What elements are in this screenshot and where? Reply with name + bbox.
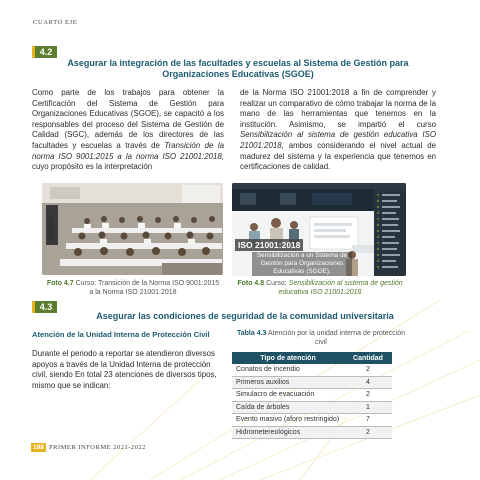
table-cell-count: 1	[344, 401, 392, 414]
right-column-text	[240, 88, 436, 173]
right-paragraph-end: ambos considerando el nivel actual de madurez del sistema y la experiencia que tenemos en certificaciones de calidad.	[240, 140, 436, 172]
section-title	[58, 58, 418, 80]
left-paragraph-italic: Transición de la norma ISO 9001:2015 a la norma ISO 21001:2018,	[32, 140, 224, 161]
photo-overlay-subtitle: Sensibilización a un Sistema de Gestión para Organizaciones Educativas (SGOE).	[252, 252, 352, 276]
section-number-badge-43: 4.3	[32, 301, 57, 313]
photo-caption-left	[44, 280, 222, 297]
attention-table	[232, 352, 392, 439]
table-cell-count: 2	[344, 426, 392, 439]
table-cell-type: Simulacro de evacuación	[232, 389, 344, 402]
table-cell-type: Evento masivo (aforo restringido)	[232, 414, 344, 427]
footer-title: PRIMER INFORME 2021-2022	[49, 444, 146, 451]
table-caption	[236, 330, 406, 347]
chapter-label: CUARTO EJE	[33, 19, 78, 26]
section-title-line1: Asegurar la integración de las facultades y escuelas al Sistema de Gestión para	[67, 58, 409, 68]
table-caption-text: Atención por la unidad interna de protección civil	[266, 330, 405, 346]
caption-left-label: Foto 4.7	[46, 280, 74, 287]
table-cell-type: Primeros auxilios	[232, 376, 344, 389]
left-column-text	[32, 88, 224, 173]
table-cell-count: 2	[344, 389, 392, 402]
photo-overlay-title: ISO 21001:2018	[235, 239, 303, 251]
table-row	[232, 401, 392, 414]
table-cell-type: Caída de árboles	[232, 401, 344, 414]
table-cell-count: 4	[344, 376, 392, 389]
caption-left-text: Curso: Transición de la Norma ISO 9001:2015 a la Norma ISO 21001:2018	[73, 280, 220, 296]
table-row	[232, 389, 392, 402]
videocall-photo	[232, 183, 406, 276]
section-title-43: Asegurar las condiciones de seguridad de la comunidad universitaria	[96, 311, 394, 321]
section-number-badge: 4.2	[32, 46, 57, 58]
table-header-type: Tipo de atención	[232, 352, 344, 364]
left-paragraph-end: cuyo propósito es la interpretación	[32, 162, 153, 172]
table-header-row	[232, 352, 392, 364]
caption-right-label: Foto 4.8	[237, 280, 265, 287]
table-cell-type: Conatos de incendio	[232, 364, 344, 376]
left-paragraph: Como parte de los trabajos para obtener la Certificación del Sistema de Gestión para Organizaciones Educativas (SGOE), se capacitó a los responsables del proceso del Sistema de Gestión de Calidad (SGC), además de los directores de las facultades y escuelas a través de	[32, 88, 224, 150]
table-cell-count: 2	[344, 364, 392, 376]
table-row	[232, 364, 392, 376]
table-row	[232, 376, 392, 389]
caption-right-italic: Sensibilización al sistema de gestión educativa ISO 21001:2018	[278, 280, 403, 296]
photo-caption-right	[234, 280, 406, 297]
classroom-photo	[42, 183, 223, 275]
table-cell-count: 7	[344, 414, 392, 427]
section-title-line2: Organizaciones Educativas (SGOE)	[162, 69, 314, 79]
subsection-heading: Atención de la Unidad Interna de Protección Civil	[32, 330, 210, 339]
protection-civil-paragraph: Durante el periodo a reportar se atendieron diversos apoyos a través de la Unidad Interna de protección civil, siendo En total 23 atenciones de diversos tipos, mismo que se indican:	[32, 349, 217, 390]
page-number: 198	[33, 444, 44, 451]
caption-right-text: Curso:	[264, 280, 289, 287]
right-paragraph-italic: Sensibilización al sistema de gestión educativa ISO 21001:2018,	[240, 130, 436, 150]
right-paragraph: de la Norma ISO 21001:2018 a fin de comprender y realizar un comparativo de cómo trabajar la norma de la mano de las herramientas que tenemos en la institución. Asimismo, se impartió el curso	[240, 88, 436, 129]
table-row	[232, 426, 392, 439]
table-row	[232, 414, 392, 427]
table-header-count: Cantidad	[344, 352, 392, 364]
table-cell-type: Hidrometereológicos	[232, 426, 344, 439]
classroom-illustration	[42, 183, 223, 275]
table-caption-label: Tabla 4.3	[237, 330, 267, 337]
